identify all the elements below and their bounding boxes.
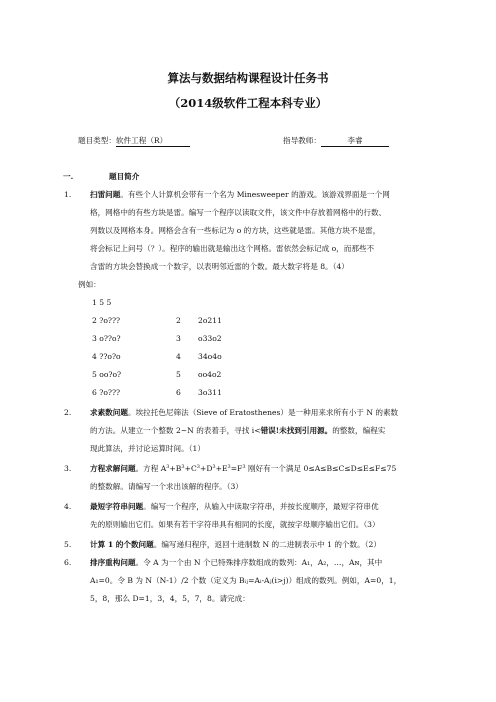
example-row-right-val: 2o211	[198, 316, 222, 325]
item-2-line-1: 求素数问题。埃拉托色尼筛法（Sieve of Eratosthenes）是一种用来求所有小于 N 的素数	[90, 408, 399, 417]
item-number: 2.	[64, 408, 72, 417]
example-row-right-val: o33o2	[198, 334, 222, 343]
example-label: 例如：	[78, 280, 101, 289]
item-6-line-1: 排序重构问题。令 A 为一个由 N 个已特殊排序数组成的数列：A₁，A₂，…，Aɴ，其中	[90, 558, 383, 567]
item-number: 3.	[64, 464, 72, 473]
document-subtitle: （2014级软件工程本科专业）	[168, 96, 328, 110]
task-type-value: 软件工程（R）	[116, 136, 190, 147]
example-row-left: 4 ??o?o	[92, 352, 121, 361]
item-6-line-3: 5，8，那么 D=1，3，4，5，7，8。请完成：	[90, 594, 250, 603]
example-row-left: 2 ?o???	[92, 316, 121, 325]
example-row-right-val: oo4o2	[198, 370, 222, 379]
example-row-left: 3 o??o?	[92, 334, 121, 343]
example-row-right-num: 5	[176, 370, 181, 379]
section-number: 一.	[63, 172, 74, 181]
example-row-left: 6 ?o???	[92, 388, 121, 397]
item-2-line-3: 现此算法，并讨论运算时间。（1）	[90, 444, 205, 453]
item-title: 计算 1 的个数问题	[90, 540, 154, 549]
item-title: 求素数问题	[90, 408, 128, 417]
example-row-right-val: 3o311	[198, 388, 222, 397]
item-title: 最短字符串问题	[90, 502, 144, 511]
advisor-value: 李睿	[321, 136, 389, 147]
item-number: 6.	[64, 558, 72, 567]
item-3-line-2: 的整数解。请编写一个求出该解的程序。（3）	[90, 482, 243, 491]
reference-error: 错误!未找到引用源。	[260, 426, 333, 435]
item-1-line-4: 将会标记上问号（？）。程序的输出就是输出这个网格。雷依然会标记成 o，而那些不	[90, 244, 375, 253]
example-row-right-num: 2	[176, 316, 181, 325]
section-heading: 题目简介	[109, 172, 140, 181]
item-4-line-1: 最短字符串问题。编写一个程序，从输入中读取字符串，并按长度顺序，最短字符串优	[90, 502, 379, 511]
document-title: 算法与数据结构课程设计任务书	[167, 71, 329, 85]
item-1-line-5: 含雷的方块会替换成一个数字，以表明邻近雷的个数。最大数字将是 8。（4）	[90, 262, 349, 271]
example-row-right-num: 4	[176, 352, 181, 361]
item-2-line-2: 的方法。从建立一个整数 2~N 的表着手，寻找 i<错误!未找到引用源。的整数，编程实	[90, 426, 386, 435]
item-title: 排序重构问题	[90, 558, 136, 567]
item-1-line-2: 格，网格中的有些方块是雷。编写一个程序以读取文件，该文件中存放着网格中的行数、	[90, 208, 387, 217]
example-row-right-num: 3	[176, 334, 181, 343]
example-row-left: 5 oo?o?	[92, 370, 122, 379]
item-4-line-2: 先的原则输出它们。如果有若干字符串具有相同的长度，就按字母顺序输出它们。（3）	[90, 520, 380, 529]
item-number: 4.	[64, 502, 72, 511]
advisor	[283, 136, 389, 147]
item-3-line-1: 方程求解问题。方程 $A^3+B^3+C^3+D^3+E^3=F^3$ 刚好有一个满足 0≤A≤B≤C≤D≤E≤F≤75	[90, 464, 397, 473]
item-5-line-1: 计算 1 的个数问题。编写递归程序，返回十进制数 N 的二进制表示中 1 的个数。（2）	[90, 540, 381, 549]
task-type-label: 题目类型：	[78, 136, 116, 145]
item-number: 5.	[64, 540, 72, 549]
example-row-right-val: 34o4o	[198, 352, 222, 361]
item-1-line-3: 列数以及网格本身。网格会含有一些标记为 o 的方块，这些就是雷。其他方块不是雷，	[90, 226, 381, 235]
task-type	[78, 136, 190, 147]
item-title: 方程求解问题	[90, 464, 136, 473]
item-6-line-2: A₁=0。令 B 为 N（N-1）/2 个数（定义为 Bᵢⱼ=Aᵢ-Aⱼ(i>j)）组成的数列。例如，A=0，1，	[90, 576, 402, 585]
example-row-right-num: 6	[176, 388, 181, 397]
item-title: 扫雷问题	[90, 190, 121, 199]
example-row-left: 1 5 5	[92, 298, 112, 307]
advisor-label: 指导教师：	[283, 136, 321, 145]
item-1-line-1: 扫雷问题。有些个人计算机会带有一个名为 Minesweeper 的游戏。该游戏界面是一个网	[90, 190, 390, 199]
item-number: 1.	[64, 190, 72, 199]
